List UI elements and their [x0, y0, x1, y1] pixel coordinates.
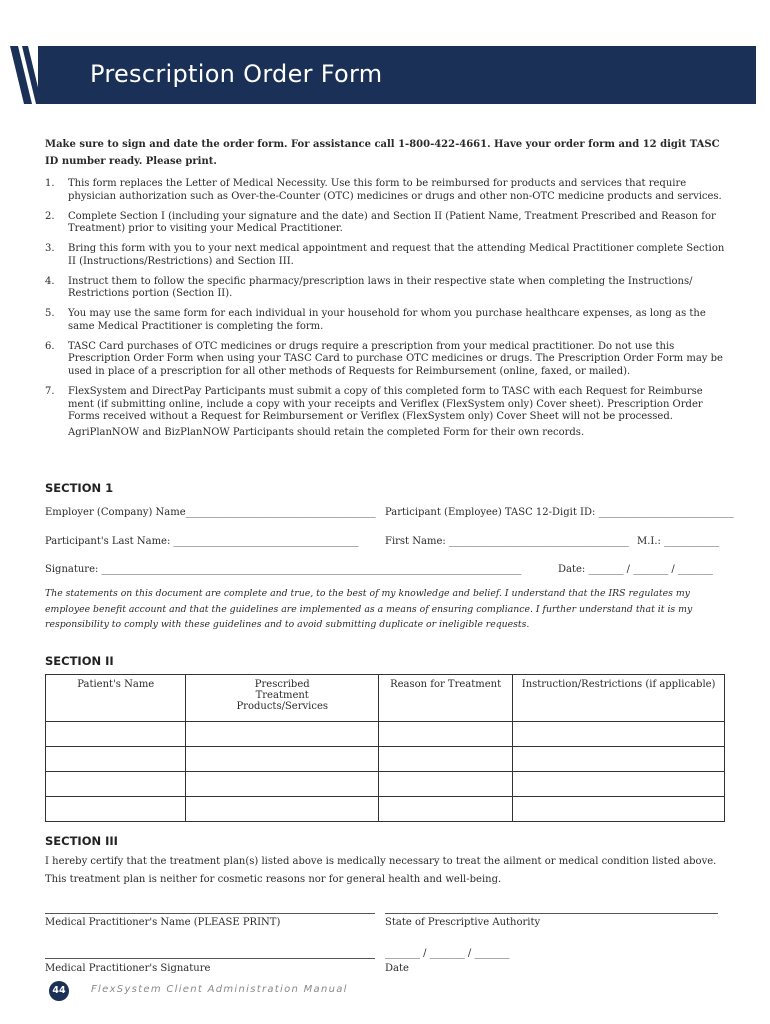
table-cell[interactable] [513, 772, 725, 797]
column-header-instructions: Instruction/Restrictions (if applicable) [513, 675, 725, 722]
practitioner-name-label: Medical Practitioner's Name (PLEASE PRINT) [45, 917, 281, 928]
table-cell[interactable] [513, 722, 725, 747]
table-cell[interactable] [46, 722, 186, 747]
column-header-reason: Reason for Treatment [378, 675, 512, 722]
certify-text: I hereby certify that the treatment plan(s) listed above is medically necessary to treat the ailment or medical condition listed above. This treatment plan is neither for cosmetic reasons nor for general health and well-being. [45, 856, 717, 885]
list-item: 3. Bring this form with you to your next medical appointment and request that the attending Medical Practitioner complete Section II (Instructions/Restrictions) and Section III. [45, 243, 725, 267]
table-row [46, 772, 725, 797]
table-cell[interactable] [378, 797, 512, 822]
list-item: 1. This form replaces the Letter of Medical Necessity. Use this form to be reimbursed for products and services that require physician authorization such as Over-the-Counter (OTC) medicines or drugs and other non-OTC medicine products and services. [45, 178, 722, 202]
practitioner-signature-line[interactable] [45, 958, 375, 959]
practitioner-date-field[interactable]: _______ / _______ / _______ [385, 948, 510, 959]
table-row [46, 722, 725, 747]
table-cell[interactable] [186, 747, 379, 772]
table-cell[interactable] [378, 772, 512, 797]
section-3-heading: SECTION III [45, 834, 118, 848]
section-2-heading: SECTION II [45, 654, 114, 668]
table-cell[interactable] [46, 797, 186, 822]
column-header-patient-name: Patient's Name [46, 675, 186, 722]
list-item: 2. Complete Section I (including your signature and the date) and Section II (Patient Name, Treatment Prescribed and Reason for Treatment) prior to visiting your Medical Practitioner. [45, 210, 716, 235]
date-label: Date [385, 963, 409, 974]
column-header-prescribed-treatment: Prescribed Treatment Products/Services [186, 675, 379, 722]
section-1-heading: SECTION 1 [45, 481, 114, 495]
table-row [46, 747, 725, 772]
state-label: State of Prescriptive Authority [385, 917, 541, 928]
employer-name-field[interactable]: Employer (Company) Name______________________________________ [45, 507, 376, 518]
table-cell[interactable] [46, 747, 186, 772]
first-name-field[interactable]: First Name: ____________________________________ [385, 536, 629, 547]
table-header-row [46, 675, 725, 722]
table-cell[interactable] [378, 722, 512, 747]
list-item-note: AgriPlanNOW and BizPlanNOW Participants should retain the completed Form for their own records. [68, 426, 585, 438]
state-line[interactable] [385, 913, 718, 914]
table-row [46, 797, 725, 822]
table-cell[interactable] [186, 797, 379, 822]
footer-text: FlexSystem Client Administration Manual [91, 984, 348, 995]
table-cell[interactable] [378, 747, 512, 772]
page-number: 44 [49, 981, 69, 1001]
table-cell[interactable] [46, 772, 186, 797]
middle-initial-field[interactable]: M.I.: ___________ [637, 536, 720, 547]
table-cell[interactable] [186, 722, 379, 747]
page-title: Prescription Order Form [90, 60, 383, 88]
list-item: 6. TASC Card purchases of OTC medicines or drugs require a prescription from your medical practitioner. Do not use this Prescription Order Form when using your TASC Card to purchase OTC medicines or drugs. The Prescription Order Form may be used in place of a prescription for all other methods of Requests for Reimbursement (online, faxed, or mailed). [45, 340, 723, 378]
date-field[interactable]: Date: _______ / _______ / _______ [558, 564, 713, 575]
practitioner-signature-label: Medical Practitioner's Signature [45, 963, 211, 974]
treatment-table [45, 674, 725, 822]
intro-text: Make sure to sign and date the order form. For assistance call 1-800-422-4661. Have your order form and 12 digit TASC ID number ready. Please print. [45, 139, 720, 167]
table-cell[interactable] [513, 747, 725, 772]
certification-statement: The statements on this document are complete and true, to the best of my knowledge and belief. I understand that the IRS regulates my employee benefit account and that the guidelines are implemented as a means of ensuring compliance. I further understand that it is my responsibility to comply with these guidelines and to avoid submitting duplicate or ineligible requests. [45, 588, 693, 630]
practitioner-name-line[interactable] [45, 913, 375, 914]
table-cell[interactable] [513, 797, 725, 822]
instructions-list [45, 178, 725, 447]
list-item: 7. FlexSystem and DirectPay Participants must submit a copy of this completed form to TASC with each Request for Reimburse ment (if submitting online, include a copy with your receipts and Veriflex (FlexSystem only) Cover sheet). Prescription Order Forms received without a Request for Reimbursement or Veriflex (FlexSystem only) Cover Sheet will not be processed. AgriPlanNOW and BizPlanNOW Participants should retain the completed Form for their own records. [45, 386, 725, 439]
last-name-field[interactable]: Participant's Last Name: _____________________________________ [45, 536, 359, 547]
signature-field[interactable]: Signature: ____________________________________________________________________________________ [45, 564, 522, 575]
table-cell[interactable] [186, 772, 379, 797]
list-item: 5. You may use the same form for each individual in your household for whom you purchase healthcare expenses, as long as the same Medical Practitioner is completing the form. [45, 308, 706, 332]
list-item: 4. Instruct them to follow the specific pharmacy/prescription laws in their respective state when completing the Instructions/ Restrictions portion (Section II). [45, 275, 693, 300]
participant-id-field[interactable]: Participant (Employee) TASC 12-Digit ID: ___________________________ [385, 507, 734, 518]
